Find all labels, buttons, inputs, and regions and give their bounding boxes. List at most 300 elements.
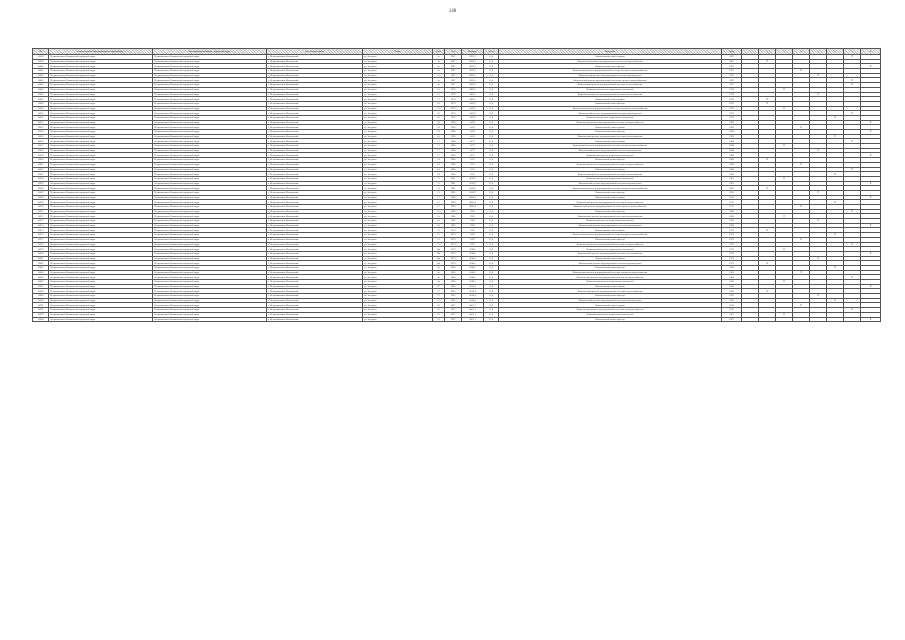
table-cell: 18 — [433, 115, 445, 120]
table-cell: 1981 — [722, 190, 742, 195]
table-cell: 10654 — [33, 130, 49, 135]
table-cell: 10646 — [33, 92, 49, 97]
table-cell: Петропавловск-Камчатский городской округ — [153, 120, 267, 125]
table-cell: 1988 — [445, 139, 462, 144]
table-cell: 4260,4 — [462, 195, 484, 200]
table-cell: 4277 — [462, 153, 484, 158]
table-cell: 10643 — [33, 78, 49, 83]
table-cell: г. Петропавловск-Камчатский — [267, 312, 363, 317]
table-cell: 1987 — [722, 83, 742, 88]
mark-cell: X — [844, 78, 861, 83]
table-cell: 15,0 — [484, 256, 499, 261]
table-cell: Петропавловск-Камчатский городской округ — [153, 312, 267, 317]
table-cell: Капитальный ремонт подвальных помещений — [499, 247, 722, 252]
table-cell: 1986 — [722, 209, 742, 214]
table-cell: 1979 — [722, 251, 742, 256]
table-cell: Петропавловск-Камчатский городской округ — [49, 73, 153, 78]
table-cell: ул. Звездная — [363, 97, 433, 102]
table-cell: Капитальный ремонт фасада — [499, 190, 722, 195]
table-cell: Капитальный ремонт фасада — [499, 130, 722, 135]
table-cell: 10684 — [33, 270, 49, 275]
table-cell: 10687 — [33, 284, 49, 289]
table-cell: 1976 — [722, 111, 742, 116]
table-cell: г. Петропавловск-Камчатский — [267, 298, 363, 303]
table-cell: ул. Звездная — [363, 256, 433, 261]
table-cell: 1976 — [445, 115, 462, 120]
table-cell: г. Петропавловск-Камчатский — [267, 223, 363, 228]
table-cell: 4260,4 — [462, 200, 484, 205]
table-cell: 16 — [433, 209, 445, 214]
mark-cell — [810, 317, 827, 322]
table-cell: Петропавловск-Камчатский городской округ — [49, 209, 153, 214]
table-cell: 15,0 — [484, 298, 499, 303]
table-cell: г. Петропавловск-Камчатский — [267, 251, 363, 256]
table-cell: 1990 — [445, 125, 462, 130]
table-cell: г. Петропавловск-Камчатский — [267, 97, 363, 102]
table-cell: 15,0 — [484, 233, 499, 238]
mark-cell: X — [759, 97, 776, 102]
table-cell: Капитальный ремонт внутридомовой системы водоотведения — [499, 181, 722, 186]
table-cell: 15,0 — [484, 83, 499, 88]
table-cell: Петропавловск-Камчатский городской округ — [153, 115, 267, 120]
table-cell: ул. Звездная — [363, 101, 433, 106]
table-cell: Капитальный ремонт внутридомовой системы холодного водоснабжения — [499, 144, 722, 149]
table-cell: 1987 — [722, 59, 742, 64]
table-cell: ул. Звездная — [363, 92, 433, 97]
table-cell: 27 — [433, 298, 445, 303]
table-cell: Петропавловск-Камчатский городской округ — [49, 303, 153, 308]
table-cell: Петропавловск-Камчатский городской округ — [153, 251, 267, 256]
table-cell: 10662 — [33, 167, 49, 172]
table-cell: Капитальный ремонт внутридомовой системы электроснабжения — [499, 200, 722, 205]
table-cell: 1к — [433, 59, 445, 64]
table-cell: Петропавловск-Камчатский городской округ — [49, 275, 153, 280]
table-cell: г. Петропавловск-Камчатский — [267, 219, 363, 224]
table-cell: г. Петропавловск-Камчатский — [267, 265, 363, 270]
table-cell: Петропавловск-Камчатский городской округ — [49, 312, 153, 317]
table-cell: 1966 — [722, 280, 742, 285]
table-cell: Петропавловск-Камчатский городской округ — [153, 298, 267, 303]
table-cell: 1967 — [445, 308, 462, 313]
table-cell: Петропавловск-Камчатский городской округ — [153, 242, 267, 247]
table-cell: 1983 — [445, 284, 462, 289]
table-cell: 15,0 — [484, 251, 499, 256]
table-cell: 1983 — [722, 294, 742, 299]
table-cell: 1976 — [445, 111, 462, 116]
table-cell: 1989 — [445, 205, 462, 210]
table-cell: 10657 — [33, 144, 49, 149]
table-cell: 1976 — [722, 106, 742, 111]
table-cell: 15,0 — [484, 284, 499, 289]
table-cell: г. Петропавловск-Камчатский — [267, 172, 363, 177]
table-cell: Петропавловск-Камчатский городской округ — [153, 228, 267, 233]
table-cell: 1979 — [445, 251, 462, 256]
table-cell: 14 — [433, 162, 445, 167]
table-cell: 1986 — [445, 214, 462, 219]
table-cell: Петропавловск-Камчатский городской округ — [153, 125, 267, 130]
mark-cell — [844, 317, 861, 322]
table-cell: 10675 — [33, 228, 49, 233]
table-cell: Петропавловск-Камчатский городской округ — [153, 101, 267, 106]
table-cell: 15,0 — [484, 317, 499, 322]
mark-cell: X — [827, 265, 844, 270]
table-cell: 1978 — [722, 92, 742, 97]
table-cell: Капитальный ремонт внутридомовой системы теплоснабжения — [499, 134, 722, 139]
table-cell: Петропавловск-Камчатский городской округ — [49, 148, 153, 153]
mark-cell: X — [759, 186, 776, 191]
table-cell: Петропавловск-Камчатский городской округ — [49, 308, 153, 313]
mark-cell: X — [861, 317, 881, 322]
table-cell: Петропавловск-Камчатский городской округ — [153, 106, 267, 111]
table-cell: 15,0 — [484, 97, 499, 102]
table-cell: 10691 — [33, 303, 49, 308]
table-cell: 15,0 — [484, 265, 499, 270]
table-cell: Капитальный ремонт крыши — [499, 125, 722, 130]
table-cell: 2012 — [722, 205, 742, 210]
table-cell: 4218,4 — [462, 294, 484, 299]
table-cell: ул. Звездная — [363, 73, 433, 78]
table-cell: Петропавловск-Камчатский городской округ — [153, 55, 267, 60]
table-cell: Петропавловск-Камчатский городской округ — [153, 265, 267, 270]
table-cell: Капитальный ремонт внутридомовых систем электроснабжения — [499, 59, 722, 64]
table-cell: г. Петропавловск-Камчатский — [267, 261, 363, 266]
table-cell: г. Петропавловск-Камчатский — [267, 69, 363, 74]
table-cell: г. Петропавловск-Камчатский — [267, 176, 363, 181]
table-cell: 13 — [433, 92, 445, 97]
table-cell: г. Петропавловск-Камчатский — [267, 247, 363, 252]
mark-cell: X — [827, 115, 844, 120]
column-header: 1 — [742, 49, 759, 55]
table-cell: 10653 — [33, 125, 49, 130]
table-cell: 1к — [433, 69, 445, 74]
table-cell: 1986 — [722, 219, 742, 224]
table-cell: ул. Звездная — [363, 172, 433, 177]
table-cell: 10692 — [33, 308, 49, 313]
column-header: 6 — [827, 49, 844, 55]
table-cell: 1986 — [445, 209, 462, 214]
mark-cell: X — [827, 200, 844, 205]
table-cell: 2012 — [722, 200, 742, 205]
table-cell: Петропавловск-Камчатский городской округ — [49, 158, 153, 163]
table-cell: ул. Звездная — [363, 237, 433, 242]
table-cell: 10686 — [33, 280, 49, 285]
table-cell: 4412 — [462, 130, 484, 135]
table-cell: 10644 — [33, 83, 49, 88]
table-cell: 10681 — [33, 256, 49, 261]
table-cell: 1986 — [445, 219, 462, 224]
table-cell: Петропавловск-Камчатский городской округ — [49, 83, 153, 88]
table-cell: г. Петропавловск-Камчатский — [267, 270, 363, 275]
table-cell: г. Петропавловск-Камчатский — [267, 73, 363, 78]
table-cell: 1980 — [445, 162, 462, 167]
table-cell: 15,0 — [484, 308, 499, 313]
table-cell: ул. Звездная — [363, 261, 433, 266]
mark-cell: X — [861, 120, 881, 125]
table-cell: 4561,1 — [462, 303, 484, 308]
table-cell: 4740,6 — [462, 247, 484, 252]
table-cell: 4561,1 — [462, 317, 484, 322]
mark-cell: X — [827, 298, 844, 303]
table-cell: 1979 — [445, 233, 462, 238]
table-cell: 10649 — [33, 106, 49, 111]
table-cell: 1979 — [445, 256, 462, 261]
table-cell: Петропавловск-Камчатский городской округ — [49, 270, 153, 275]
table-cell: ул. Звездная — [363, 144, 433, 149]
table-cell: Петропавловск-Камчатский городской округ — [153, 153, 267, 158]
table-cell: Капитальный ремонт внутридомовой системы горячего водоснабжения — [499, 205, 722, 210]
column-header: 3 — [776, 49, 793, 55]
table-cell: 4316,9 — [462, 190, 484, 195]
table-cell: Петропавловск-Камчатский городской округ — [49, 298, 153, 303]
table-cell: 15,0 — [484, 280, 499, 285]
table-cell: 1980 — [722, 172, 742, 177]
table-cell: 10667 — [33, 190, 49, 195]
mark-cell: X — [776, 280, 793, 285]
table-cell: 1983 — [445, 294, 462, 299]
table-cell: Петропавловск-Камчатский городской округ — [153, 214, 267, 219]
mark-cell: X — [793, 125, 810, 130]
table-cell: 10671 — [33, 209, 49, 214]
table-cell: ул. Звездная — [363, 130, 433, 135]
table-cell: 15,0 — [484, 111, 499, 116]
table-cell: ул. Звездная — [363, 59, 433, 64]
table-cell: г. Петропавловск-Камчатский — [267, 148, 363, 153]
mark-cell: X — [844, 139, 861, 144]
table-cell: Петропавловск-Камчатский городской округ — [153, 158, 267, 163]
table-cell: Петропавловск-Камчатский городской округ — [49, 247, 153, 252]
table-cell: 11 — [433, 190, 445, 195]
table-cell: 27 — [433, 294, 445, 299]
table-cell: Петропавловск-Камчатский городской округ — [153, 303, 267, 308]
table-cell: 10663 — [33, 172, 49, 177]
table-cell: 1978 — [445, 92, 462, 97]
mark-cell: X — [827, 172, 844, 177]
table-cell: 1980 — [722, 162, 742, 167]
mark-cell: X — [810, 148, 827, 153]
table-cell: ул. Звездная — [363, 298, 433, 303]
table-cell: 14 — [433, 167, 445, 172]
table-cell: 10659 — [33, 153, 49, 158]
table-cell: Петропавловск-Камчатский городской округ — [153, 162, 267, 167]
table-cell: 10666 — [33, 186, 49, 191]
table-cell: Петропавловск-Камчатский городской округ — [153, 308, 267, 313]
table-cell: 3692,2 — [462, 69, 484, 74]
table-cell: Петропавловск-Камчатский городской округ — [49, 190, 153, 195]
table-cell: Капитальный ремонт внутридомовой системы водоотведения — [499, 73, 722, 78]
table-cell: 1987 — [722, 55, 742, 60]
table-cell: 27 — [433, 289, 445, 294]
table-cell: 1990 — [445, 120, 462, 125]
table-cell: 4218,4 — [462, 289, 484, 294]
table-cell: Капитальный ремонт крыши — [499, 139, 722, 144]
table-cell: г. Петропавловск-Камчатский — [267, 181, 363, 186]
table-cell: г. Петропавловск-Камчатский — [267, 214, 363, 219]
table-cell: Капитальный ремонт фасада — [499, 317, 722, 322]
table-cell: 1987 — [722, 73, 742, 78]
column-header: Доля — [484, 49, 499, 55]
table-cell: 10680 — [33, 251, 49, 256]
column-header: Срок — [722, 49, 742, 55]
table-cell: 15,0 — [484, 303, 499, 308]
table-cell: 4412 — [462, 125, 484, 130]
table-cell: г. Петропавловск-Камчатский — [267, 101, 363, 106]
table-cell: 14 — [433, 172, 445, 177]
table-cell: 21 — [433, 242, 445, 247]
table-cell: ул. Звездная — [363, 200, 433, 205]
table-cell: Петропавловск-Камчатский городской округ — [49, 289, 153, 294]
table-cell: 1к — [433, 83, 445, 88]
table-cell: Петропавловск-Камчатский городской округ — [49, 233, 153, 238]
table-cell: 23 — [433, 317, 445, 322]
table-cell: 1979 — [722, 256, 742, 261]
table-cell: Капитальный ремонт внутридомовой системы электроснабжения — [499, 162, 722, 167]
table-cell: Петропавловск-Камчатский городской округ — [49, 284, 153, 289]
table-cell: 4740,6 — [462, 261, 484, 266]
table-cell: 1697 — [462, 242, 484, 247]
table-cell: ул. Звездная — [363, 270, 433, 275]
table-cell: 17 — [433, 139, 445, 144]
table-cell: ул. Звездная — [363, 219, 433, 224]
table-cell: 10664 — [33, 176, 49, 181]
table-cell: 17 — [433, 200, 445, 205]
table-cell: 1986 — [445, 223, 462, 228]
table-cell: 1967 — [722, 308, 742, 313]
table-cell: г. Петропавловск-Камчатский — [267, 195, 363, 200]
table-cell: 1979 — [445, 237, 462, 242]
table-cell: 15,0 — [484, 200, 499, 205]
mark-cell: X — [861, 223, 881, 228]
table-cell: ул. Звездная — [363, 214, 433, 219]
table-cell: Капитальный ремонт фасада — [499, 101, 722, 106]
table-cell: ул. Звездная — [363, 209, 433, 214]
table-cell: 1987 — [445, 55, 462, 60]
table-cell: Петропавловск-Камчатский городской округ — [153, 289, 267, 294]
table-cell: 1966 — [445, 275, 462, 280]
table-cell: Капитальный ремонт внутридомовой системы холодного водоснабжения — [499, 270, 722, 275]
table-cell: Петропавловск-Камчатский городской округ — [153, 73, 267, 78]
table-cell: Петропавловск-Камчатский городской округ — [49, 195, 153, 200]
table-cell: 15,0 — [484, 270, 499, 275]
column-header: Вид работ — [499, 49, 722, 55]
table-cell: Петропавловск-Камчатский городской округ — [49, 261, 153, 266]
table-cell: 21 — [433, 228, 445, 233]
mark-cell: X — [861, 153, 881, 158]
table-cell: Петропавловск-Камчатский городской округ — [153, 247, 267, 252]
table-cell: Петропавловск-Камчатский городской округ — [153, 139, 267, 144]
table-cell: 1981 — [722, 181, 742, 186]
table-cell: ул. Звездная — [363, 223, 433, 228]
table-cell: 1980 — [445, 167, 462, 172]
table-cell: Петропавловск-Камчатский городской округ — [153, 148, 267, 153]
capital-repair-register-table — [32, 48, 881, 322]
column-header: № — [33, 49, 49, 55]
mark-cell: X — [776, 312, 793, 317]
mark-cell: X — [810, 73, 827, 78]
table-cell: ул. Звездная — [363, 158, 433, 163]
table-cell: ул. Звездная — [363, 284, 433, 289]
table-cell: 1979 — [445, 242, 462, 247]
mark-cell: X — [776, 247, 793, 252]
mark-cell: X — [844, 111, 861, 116]
table-cell: 20а — [433, 256, 445, 261]
table-cell: 15,0 — [484, 261, 499, 266]
table-cell: 10661 — [33, 162, 49, 167]
table-cell: 4218,4 — [462, 284, 484, 289]
table-cell: ул. Звездная — [363, 317, 433, 322]
mark-cell: X — [776, 106, 793, 111]
column-header: Площадь — [462, 49, 484, 55]
table-cell: 1966 — [445, 280, 462, 285]
table-cell: 1987 — [722, 78, 742, 83]
table-cell: г. Петропавловск-Камчатский — [267, 106, 363, 111]
table-cell: Петропавловск-Камчатский городской округ — [153, 284, 267, 289]
table-cell: 2012 — [722, 195, 742, 200]
table-cell: Петропавловск-Камчатский городской округ — [49, 101, 153, 106]
table-cell: ул. Звездная — [363, 78, 433, 83]
table-cell: г. Петропавловск-Камчатский — [267, 289, 363, 294]
table-cell: 1989 — [445, 200, 462, 205]
table-cell: 15,0 — [484, 78, 499, 83]
table-cell: г. Петропавловск-Камчатский — [267, 130, 363, 135]
table-cell: г. Петропавловск-Камчатский — [267, 125, 363, 130]
mark-cell: X — [861, 195, 881, 200]
table-cell: Капитальный ремонт внутридомовой системы водоотведения — [499, 223, 722, 228]
table-cell: 15,0 — [484, 144, 499, 149]
table-cell: Петропавловск-Камчатский городской округ — [49, 134, 153, 139]
table-cell: Петропавловск-Камчатский городской округ — [49, 242, 153, 247]
table-cell: 14 — [433, 158, 445, 163]
table-cell: 15,0 — [484, 181, 499, 186]
table-cell: 15,0 — [484, 172, 499, 177]
table-cell: 10673 — [33, 219, 49, 224]
mark-cell: X — [861, 64, 881, 69]
table-cell: 5426,9 — [462, 106, 484, 111]
table-cell: Петропавловск-Камчатский городской округ — [49, 120, 153, 125]
table-cell: 15,0 — [484, 92, 499, 97]
table-cell: Петропавловск-Камчатский городской округ — [49, 64, 153, 69]
table-cell: 1981 — [445, 186, 462, 191]
table-cell: 1978 — [445, 97, 462, 102]
table-cell: 1981 — [445, 176, 462, 181]
table-cell: Капитальный ремонт фасада — [499, 158, 722, 163]
table-cell: 1978 — [722, 87, 742, 92]
table-cell: 1966 — [722, 270, 742, 275]
table-cell: 1967 — [722, 317, 742, 322]
table-cell: 2б — [433, 125, 445, 130]
column-header: Год — [445, 49, 462, 55]
mark-cell — [793, 317, 810, 322]
table-cell: Капитальный ремонт внутридомовой системы электроснабжения — [499, 242, 722, 247]
table-cell: ул. Звездная — [363, 289, 433, 294]
table-cell: г. Петропавловск-Камчатский — [267, 200, 363, 205]
table-cell: 10683 — [33, 265, 49, 270]
table-cell: ул. Звездная — [363, 64, 433, 69]
table-cell: 3357 — [462, 172, 484, 177]
table-cell: 18 — [433, 101, 445, 106]
table-cell: ул. Звездная — [363, 275, 433, 280]
table-cell: Петропавловск-Камчатский городской округ — [49, 214, 153, 219]
column-header: 2 — [759, 49, 776, 55]
table-cell: ул. Звездная — [363, 233, 433, 238]
table-cell: 1979 — [722, 233, 742, 238]
table-cell: Петропавловск-Камчатский городской округ — [153, 69, 267, 74]
table-cell: 10694 — [33, 317, 49, 322]
table-cell: Петропавловск-Камчатский городской округ — [49, 59, 153, 64]
table-cell: Петропавловск-Камчатский городской округ — [49, 106, 153, 111]
table-cell: ул. Звездная — [363, 106, 433, 111]
table-cell: 3357 — [462, 167, 484, 172]
table-cell: 1979 — [722, 247, 742, 252]
